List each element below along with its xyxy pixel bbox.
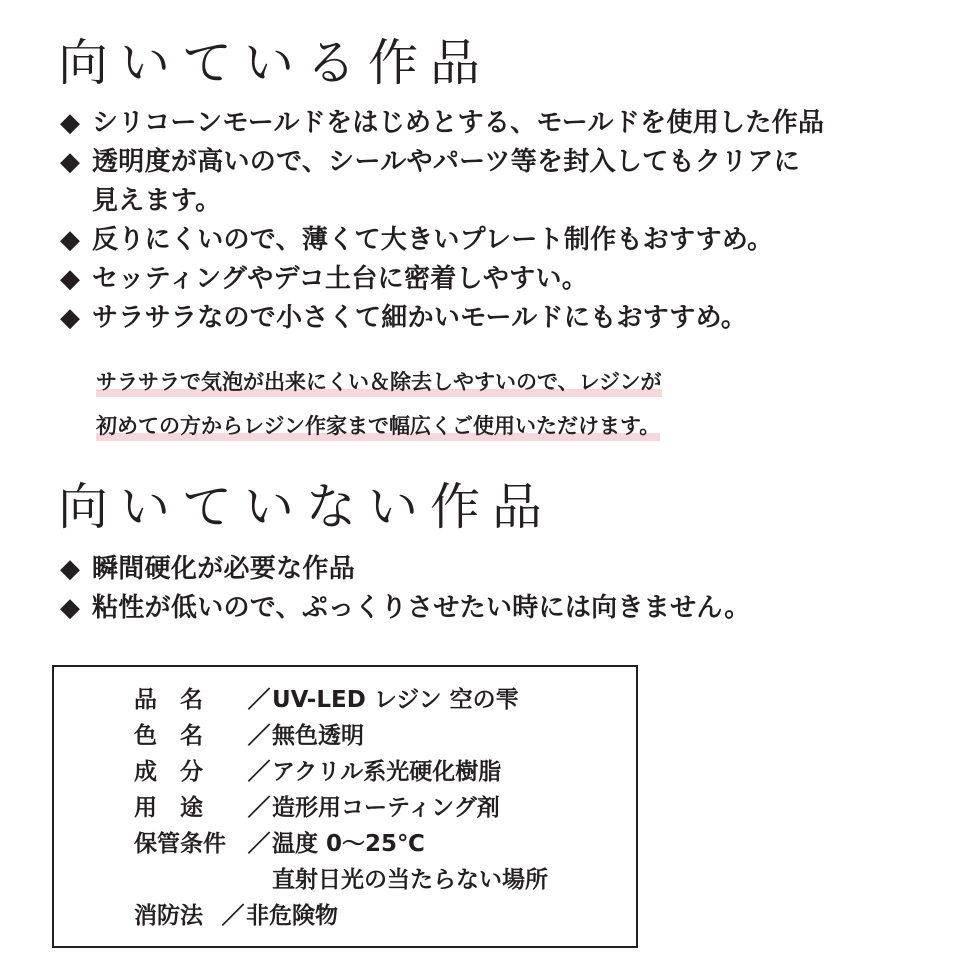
spec-separator: ／: [221, 903, 245, 929]
list-item-text: 瞬間硬化が必要な作品: [92, 554, 356, 584]
spec-label: 保管条件: [134, 831, 226, 857]
diamond-bullet-icon: ◆: [60, 554, 81, 584]
list-item-text: 透明度が高いので、シールやパーツ等を封入してもクリアに: [92, 147, 801, 177]
diamond-bullet-icon: ◆: [60, 225, 81, 255]
unsuitable-heading: 向いていない作品: [58, 478, 554, 536]
diamond-bullet-icon: ◆: [60, 264, 81, 294]
diamond-bullet-icon: ◆: [60, 593, 81, 623]
diamond-bullet-icon: ◆: [60, 147, 81, 177]
spec-row-ingredients: [134, 761, 501, 784]
highlight-text: サラサラで気泡が出来にくい＆除去しやすいので、レジンが: [96, 370, 662, 397]
spec-row-usage: [134, 797, 500, 820]
list-item-text: 反りにくいので、薄くて大きいプレート制作もおすすめ。: [92, 225, 774, 255]
spec-value: UV-LED レジン 空の雫: [272, 687, 519, 713]
spec-row-color: [134, 725, 364, 748]
spec-separator: ／: [247, 759, 271, 785]
spec-row-fire-law: [134, 905, 338, 928]
spec-value: 直射日光の当たらない場所: [272, 867, 548, 893]
spec-value: 温度 0〜25℃: [272, 831, 425, 857]
spec-row-storage: [134, 833, 425, 856]
spec-value: アクリル系光硬化樹脂: [272, 759, 502, 785]
spec-separator: ／: [247, 831, 271, 857]
diamond-bullet-icon: ◆: [60, 303, 81, 333]
spec-label: 品 名: [134, 687, 203, 713]
product-spec-box: [52, 665, 638, 948]
list-item: [60, 104, 824, 143]
spec-label: 色 名: [134, 723, 203, 749]
list-item: [60, 550, 751, 589]
list-item: [60, 221, 824, 260]
spec-row-storage-cont: [134, 869, 548, 892]
spec-label: 用 途: [134, 795, 203, 821]
list-item-text: 粘性が低いので、ぷっくりさせたい時には向きません。: [92, 593, 751, 623]
list-item-text: シリコーンモールドをはじめとする、モールドを使用した作品: [92, 108, 825, 138]
spec-separator: ／: [247, 795, 271, 821]
list-item: [60, 260, 824, 299]
spec-row-product-name: [134, 689, 519, 712]
list-item-text: セッティングやデコ土台に密着しやすい。: [92, 264, 589, 294]
spec-label: 消防法: [134, 903, 203, 929]
highlight-line-2: [96, 404, 660, 448]
spec-value: 造形用コーティング剤: [272, 795, 500, 821]
list-item: [60, 299, 824, 338]
list-item-text: サラサラなので小さくて細かいモールドにもおすすめ。: [92, 303, 748, 333]
highlight-line-1: [96, 360, 662, 404]
spec-value: 非危険物: [246, 903, 338, 929]
spec-value: 無色透明: [272, 723, 364, 749]
spec-separator: ／: [247, 687, 271, 713]
list-item: [60, 589, 751, 628]
highlight-text: 初めての方からレジン作家まで幅広くご使用いただけます。: [96, 414, 660, 441]
diamond-bullet-icon: ◆: [60, 108, 81, 138]
spec-separator: ／: [247, 723, 271, 749]
suitable-heading: 向いている作品: [58, 34, 492, 92]
spec-label: 成 分: [134, 759, 203, 785]
list-item: [60, 143, 824, 221]
suitable-list: [60, 104, 824, 338]
unsuitable-list: [60, 550, 751, 628]
list-item-text-continued: 見えます。: [92, 186, 222, 216]
